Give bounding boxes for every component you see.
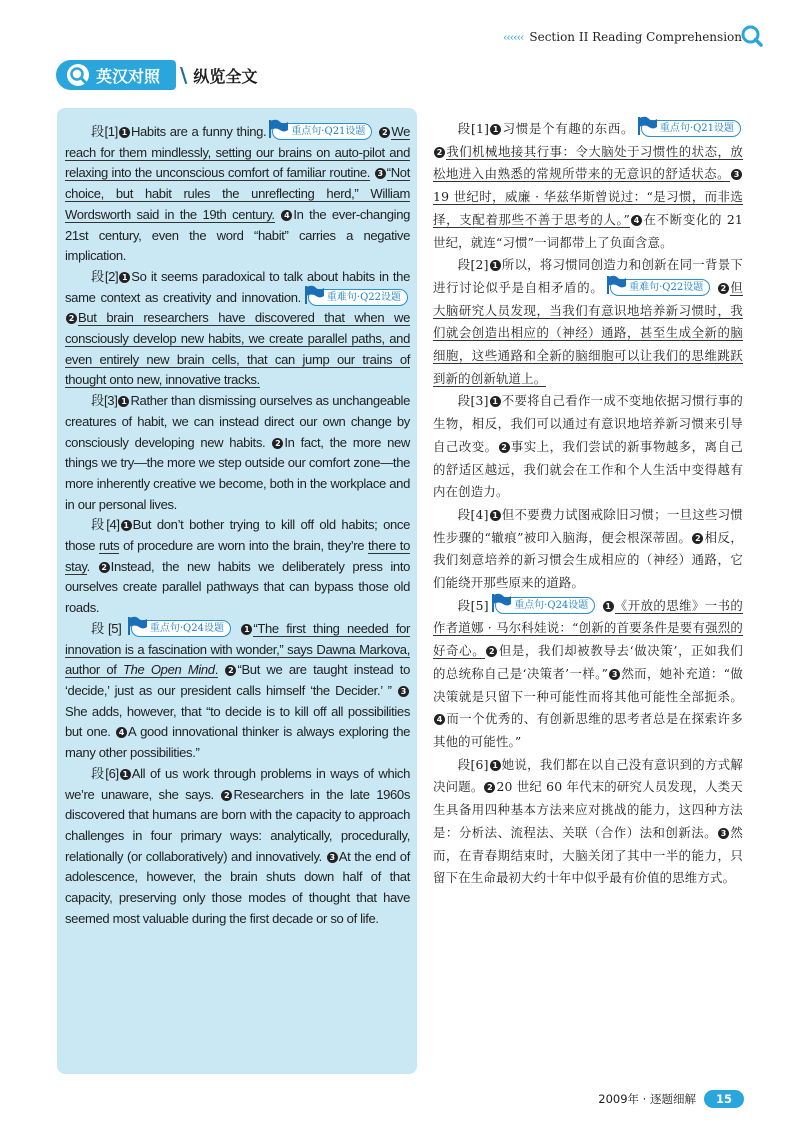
word-ruts: ruts	[98, 538, 120, 554]
sentence: Instead, the new habits we deliberately press into ourselves create parallel pathways that can bypass those old roads.	[65, 558, 410, 616]
flag-icon	[303, 285, 325, 305]
page-number: 15	[704, 1090, 744, 1108]
sentence: But don’t bother trying to kill off old habits; once those	[65, 517, 410, 554]
circled-number-icon: 2	[272, 438, 283, 449]
en-paragraph-4	[65, 515, 410, 619]
circled-number-icon: 2	[434, 147, 445, 158]
circled-number-icon: 2	[718, 283, 729, 294]
circled-number-icon: 3	[609, 669, 620, 680]
badge-pill	[56, 60, 176, 90]
zh-paragraph-1	[433, 118, 743, 254]
circled-number-icon: 3	[327, 852, 338, 863]
sentence: 但不要费力试图戒除旧习惯；一旦这些习惯性步骤的“辙痕”被印入脑海，便会根深蒂固。	[433, 506, 743, 545]
circled-number-icon: 4	[281, 210, 292, 221]
sentence: “But we are taught instead to ‘decide,’ just as our president calls himself ‘the Decider.’ ”	[65, 662, 410, 698]
circled-number-icon: 1	[121, 520, 132, 531]
tag-q21[interactable]	[641, 120, 741, 137]
paragraph-label: 段[6]	[457, 756, 489, 772]
sentence: At the end of adolescence, however, the brain shuts down half of that capacity, preserving only those modes of thought that have seemed most valuable during the first decade or so of life.	[65, 848, 410, 926]
sentence: 而一个优秀的、有创新思维的思考者总是在探索许多其他的可能性。”	[433, 711, 743, 749]
sentence: A good innovational thinker is always exploring the many other possibilities.”	[65, 724, 411, 761]
paragraph-label: 段[4]	[91, 517, 120, 533]
sentence: But brain researchers have discovered that when we consciously develop new habits, we create parallel paths, and even entirely new brain cells, that can jump our trains of thought onto new, innovative tracks.	[65, 310, 410, 388]
sentence: All of us work through problems in ways of which we’re unaware, she says.	[65, 765, 410, 802]
paragraph-label: 段[2]	[91, 268, 119, 284]
circled-number-icon: 2	[379, 127, 390, 138]
sentence: 然而，她补充道：“做决策就是只留下一种可能性而将其他可能性全部扼杀。	[433, 665, 743, 704]
en-paragraph-5	[65, 619, 410, 764]
sentence: 20 世纪 60 年代末的研究人员发现，人类天生具备用四种基本方法来应对挑战的能力，这四种方法是：分析法、流程法、关联（合作）法和创新法。	[433, 779, 743, 840]
footer-label: 2009年 · 逐题细解	[598, 1092, 696, 1106]
circled-number-icon: 1	[490, 124, 501, 135]
sentence: 但是，我们却被教导去‘做决策’，正如我们的总统称自己是‘决策者’一样。”	[433, 643, 743, 681]
book-title: The Open Mind	[122, 662, 215, 678]
paragraph-label: 段[5]	[457, 597, 489, 613]
tag-label: 重点句·Q21设题	[659, 123, 735, 134]
circled-number-icon: 1	[120, 769, 131, 780]
sentence: 事实上，我们尝试的新事物越多，离自己的舒适区越远，我们就会在工作和个人生活中变得越有内在创造力。	[433, 438, 744, 500]
zh-paragraph-2	[433, 254, 743, 390]
paragraph-label: 段[1]	[91, 124, 118, 139]
flag-icon	[490, 593, 512, 613]
sentence: 《开放的思维》一书的作者道娜 · 马尔科娃说：“创新的首要条件是要有强烈的好奇心。	[433, 597, 744, 659]
sentence: 习惯是个有趣的东西。	[502, 121, 635, 136]
circled-number-icon: 1	[490, 260, 501, 271]
sentence: Researchers in the late 1960s discovered that humans are born with the capacity to approach challenges in four primary ways: analytically, procedurally, relationally (or collaboratively) and innovatively.	[65, 786, 411, 864]
page-footer	[598, 1090, 744, 1108]
tag-q22[interactable]	[610, 279, 710, 296]
sentence: We reach for them mindlessly, setting our brains on auto-pilot and relaxing into the unconscious comfort of familiar routine.	[65, 124, 411, 181]
sentence: 19 世纪时，威廉 · 华兹华斯曾说过：“是习惯，而非选择，支配着那些不善于思考的人。”	[433, 189, 743, 227]
sentence: Habits are a funny thing.	[130, 124, 267, 139]
circled-number-icon: 1	[490, 396, 501, 407]
section-badge	[56, 58, 257, 92]
en-paragraph-6	[65, 764, 410, 930]
english-text	[65, 122, 410, 929]
sentence: 我们机械地接其行事：令大脑处于习惯性的状态，放松地进入由熟悉的常规所带来的无意识的舒适状态。	[433, 143, 743, 182]
circled-number-icon: 1	[119, 272, 130, 283]
paragraph-label: 段[2]	[457, 257, 489, 273]
circled-number-icon: 1	[118, 396, 129, 407]
tag-label: 重点句·Q21设题	[291, 126, 366, 137]
tag-label: 重难句·Q22设题	[629, 281, 704, 293]
zh-paragraph-6	[433, 754, 743, 890]
circled-number-icon: 4	[116, 727, 127, 738]
search-magnifier-icon	[740, 24, 764, 48]
badge-subtitle: 纵览全文	[193, 66, 258, 86]
circled-number-icon: 2	[66, 313, 77, 324]
circled-number-icon: 2	[499, 442, 510, 453]
circled-number-icon: 1	[119, 127, 130, 138]
zh-paragraph-3	[433, 390, 743, 504]
sentence: of procedure are worn into the brain, they’re	[119, 538, 369, 554]
paragraph-label: 段[6]	[91, 765, 119, 781]
tag-q24[interactable]	[495, 597, 595, 614]
zh-paragraph-4	[433, 504, 743, 595]
arrows-icon: ‹‹‹‹‹‹	[502, 30, 524, 44]
flag-icon	[267, 119, 289, 139]
sentence: 不要将自己看作一成不变地依据习惯行事的生物，相反，我们可以通过有意识地培养新习惯来引导自己改变。	[433, 393, 743, 454]
circled-number-icon: 1	[241, 624, 252, 635]
circled-number-icon: 1	[490, 760, 501, 771]
circled-number-icon: 2	[484, 782, 495, 793]
sentence: In fact, the more new things we try—the more we step outside our comfort zone—the more inherently creative we become, both in the workplace and in our personal lives.	[65, 434, 411, 512]
sentence: So it seems paradoxical to talk about habits in the same context as creativity and innovation.	[65, 268, 410, 305]
paragraph-label: 段[4]	[457, 506, 489, 522]
circled-number-icon: 1	[603, 601, 614, 612]
circled-number-icon: 3	[398, 686, 409, 697]
tag-q22[interactable]	[308, 289, 408, 306]
sentence: “Not choice, but habit rules the unreflecting herd,” William Wordsworth said in the 19th century.	[65, 165, 410, 222]
sentence: 她说，我们都在以自己没有意识到的方式解决问题。	[433, 756, 743, 795]
flag-icon	[605, 275, 627, 295]
search-magnifier-icon	[66, 63, 90, 87]
section-header	[503, 30, 742, 44]
zh-paragraph-5	[433, 595, 743, 754]
sentence-end: .	[214, 662, 218, 678]
circled-number-icon: 2	[692, 533, 703, 544]
sentence: She adds, however, that “to decide is to kill off all possibilities but one.	[65, 703, 410, 740]
paragraph-label: 段[3]	[91, 393, 118, 409]
en-paragraph-3	[65, 391, 410, 515]
flag-icon	[636, 116, 658, 136]
sentence-end: .	[86, 558, 90, 574]
paragraph-label: 段[5]	[91, 620, 122, 636]
circled-number-icon: 3	[375, 168, 386, 179]
tag-q21[interactable]	[272, 123, 372, 140]
circled-number-icon: 1	[490, 510, 501, 521]
circled-number-icon: 2	[225, 665, 236, 676]
circled-number-icon: 4	[434, 714, 445, 725]
sentence: In the ever-changing 21st century, even the word “habit” carries a negative implication.	[65, 206, 411, 264]
badge-title: 英汉对照	[96, 66, 161, 86]
tag-label: 重点句·Q24设题	[149, 622, 224, 634]
phrase-there-to-stay: there to stay	[65, 538, 410, 574]
paragraph-label: 段[3]	[457, 393, 489, 409]
circled-number-icon: 3	[718, 828, 729, 839]
badge-slash-icon: \	[180, 63, 188, 87]
circled-number-icon: 2	[221, 790, 232, 801]
tag-label: 重点句·Q24设题	[514, 599, 589, 611]
chinese-text	[433, 118, 743, 890]
circled-number-icon: 3	[731, 169, 742, 180]
sentence: 在不断变化的 21 世纪，就连“习惯”一词都带上了负面含意。	[433, 211, 743, 250]
circled-number-icon: 2	[99, 562, 110, 573]
sentence: 所以，将习惯同创造力和创新在同一背景下进行讨论似乎是自相矛盾的。	[433, 257, 743, 295]
circled-number-icon: 4	[631, 215, 642, 226]
sentence: “The first thing needed for innovation is a fascination with wonder,” says Dawna Markova, author of	[65, 620, 410, 678]
sentence: 然而，在青春期结束时，大脑关闭了其中一半的能力，只留下在生命最初大约十年中似乎最有价值的思维方式。	[433, 824, 743, 886]
sentence: 但大脑研究人员发现，当我们有意识地培养新习惯时，我们就会创造出相应的（神经）通路，甚至生成全新的脑细胞，这些通路和全新的脑细胞可以让我们的思维跳跃到新的创新轨道上。	[433, 279, 744, 386]
tag-q24[interactable]	[131, 620, 231, 637]
section-title: Section II Reading Comprehension	[529, 30, 742, 44]
circled-number-icon: 2	[486, 646, 497, 657]
flag-icon	[126, 616, 148, 636]
sentence: 相反，我们刻意培养的新习惯会生成相应的（神经）通路，它们能绕开那些原来的道路。	[433, 529, 743, 591]
en-paragraph-1	[65, 122, 410, 267]
sentence: Rather than dismissing ourselves as unchangeable creatures of habit, we can instead direct our own change by consciously developing new habits.	[65, 393, 410, 450]
english-panel	[57, 108, 417, 1074]
tag-label: 重难句·Q22设题	[326, 291, 401, 303]
en-paragraph-2	[65, 267, 410, 391]
paragraph-label: 段[1]	[457, 121, 490, 136]
